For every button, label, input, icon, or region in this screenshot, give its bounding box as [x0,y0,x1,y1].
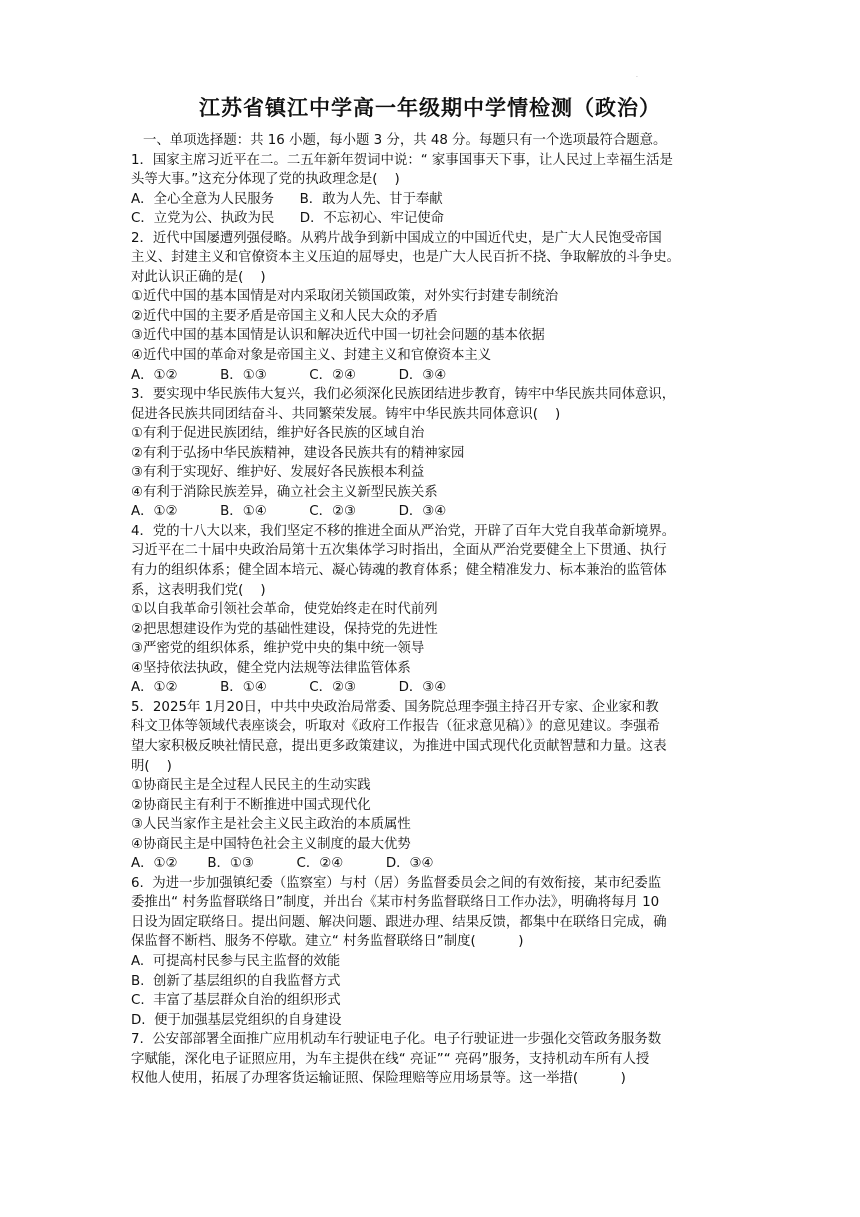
text-line: ①有利于促进民族团结，维护好各民族的区域自治 [131,426,425,442]
text-line: A．①② B．①③ C．②④ D．③④ [131,367,447,383]
text-line: ③人民当家作主是社会主义民主政治的本质属性 [131,817,411,833]
text-line: 习近平在二十届中央政治局第十五次集体学习时指出，全面从严治党要健全上下贯通、执行 [131,543,667,559]
text-line: ②协商民主有利于不断推进中国式现代化 [131,797,371,813]
text-line: 促进各民族共同团结奋斗、共同繁荣发展。铸牢中华民族共同体意识( ) [131,406,561,422]
text-line: 3．要实现中华民族伟大复兴，我们必须深化民族团结进步教育，铸牢中华民族共同体意识， [131,387,676,403]
text-line: 权他人使用，拓展了办理客货运输证照、保险理赔等应用场景等。这一举措( ) [131,1071,626,1087]
text-line: 字赋能，深化电子证照应用，为车主提供在线“ 亮证”“ 亮码”服务，支持机动车所有人授 [131,1051,650,1067]
text-line: A．①② B．①④ C．②③ D．③④ [131,504,447,520]
text-line: D. 便于加强基层党组织的自身建设 [131,1012,342,1028]
text-line: C．立党为公、执政为民 D．不忘初心、牢记使命 [131,211,445,227]
text-line: ②近代中国的主要矛盾是帝国主义和人民大众的矛盾 [131,308,438,324]
text-line: 5．2025年 1月20日，中共中央政治局常委、国务院总理李强主持召开专家、企业家和教 [131,699,659,715]
text-line: A．①② B．①④ C．②③ D．③④ [131,680,447,696]
text-line: 7. 公安部部署全面推广应用机动车行驶证电子化。电子行驶证进一步强化交管政务服务数 [131,1032,662,1048]
text-line: A. 可提高村民参与民主监督的效能 [131,953,341,969]
text-line: 有力的组织体系；健全固本培元、凝心铸魂的教育体系；健全精准发力、标本兼治的监管体 [131,563,667,579]
text-line: 保监督不断档、服务不停歇。建立“ 村务监督联络日”制度( ) [131,934,524,950]
text-line: 明( ) [131,758,172,774]
text-line: 委推出“ 村务监督联络日”制度，并出台《某市村务监督联络日工作办法》，明确将每月 10 [131,895,660,911]
text-line: 4．党的十八大以来，我们坚定不移的推进全面从严治党，开辟了百年大党自我革命新境界。 [131,523,676,539]
text-line: 头等大事。”这充分体现了党的执政理念是( ) [131,172,400,188]
text-line: 望大家积极反映社情民意，提出更多政策建议，为推进中国式现代化贡献智慧和力量。这表 [131,738,667,754]
text-line: ①近代中国的基本国情是对内采取闭关锁国政策，对外实行封建专制统治 [131,289,559,305]
text-line: 日设为固定联络日。提出问题、解决问题、跟进办理、结果反馈，都集中在联络日完成，确 [131,914,667,930]
text-line: A．全心全意为人民服务 B．敢为人先、甘于奉献 [131,191,443,207]
text-line: 1．国家主席习近平在二。二五年新年贺词中说：“ 家事国事天下事，让人民过上幸福生活是 [131,152,673,168]
text-line: 对此认识正确的是( ) [131,269,266,285]
text-line: C. 丰富了基层群众自治的组织形式 [131,993,341,1009]
question-body [131,131,741,1089]
text-line: 2．近代中国屡遭列强侵略。从鸦片战争到新中国成立的中国近代史，是广大人民饱受帝国 [131,230,662,246]
text-line: ③近代中国的基本国情是认识和解决近代中国一切社会问题的基本依据 [131,328,545,344]
text-line: B. 创新了基层组织的自我监督方式 [131,973,341,989]
text-line: ②把思想建设作为党的基础性建设，保持党的先进性 [131,621,438,637]
text-line: ④坚持依法执政，健全党内法规等法律监管体系 [131,660,411,676]
text-line: ④有利于消除民族差异，确立社会主义新型民族关系 [131,484,438,500]
text-line: A．①② B．①③ C．②④ D．③④ [131,856,434,872]
exam-title: 江苏省镇江中学高一年级期中学情检测（政治） [199,96,661,120]
text-line: ②有利于弘扬中华民族精神，建设各民族共有的精神家园 [131,445,465,461]
text-line: ①以自我革命引领社会革命，使党始终走在时代前列 [131,602,438,618]
text-line: ④协商民主是中国特色社会主义制度的最大优势 [131,836,411,852]
corner-mark: · [636,74,638,81]
text-line: 科文卫体等领域代表座谈会，听取对《政府工作报告（征求意见稿）》的意见建议。李强希 [131,719,660,735]
text-line: ①协商民主是全过程人民民主的生动实践 [131,778,371,794]
text-line: 主义、封建主义和官僚资本主义压迫的屈辱史，也是广大人民百折不挠、争取解放的斗争史。 [131,250,681,266]
text-line: 6. 为进一步加强镇纪委（监察室）与村（居）务监督委员会之间的有效衔接，某市纪委监 [131,875,662,891]
text-line: ④近代中国的革命对象是帝国主义、封建主义和官僚资本主义 [131,348,492,364]
text-line: ③严密党的组织体系，维护党中央的集中统一领导 [131,641,425,657]
text-line: ③有利于实现好、维护好、发展好各民族根本利益 [131,465,425,481]
text-line: 系，这表明我们党( ) [131,582,266,598]
section-instructions: 一、单项选择题：共 16 小题，每小题 3 分，共 48 分。每题只有一个选项最符合题意。 [143,133,667,148]
